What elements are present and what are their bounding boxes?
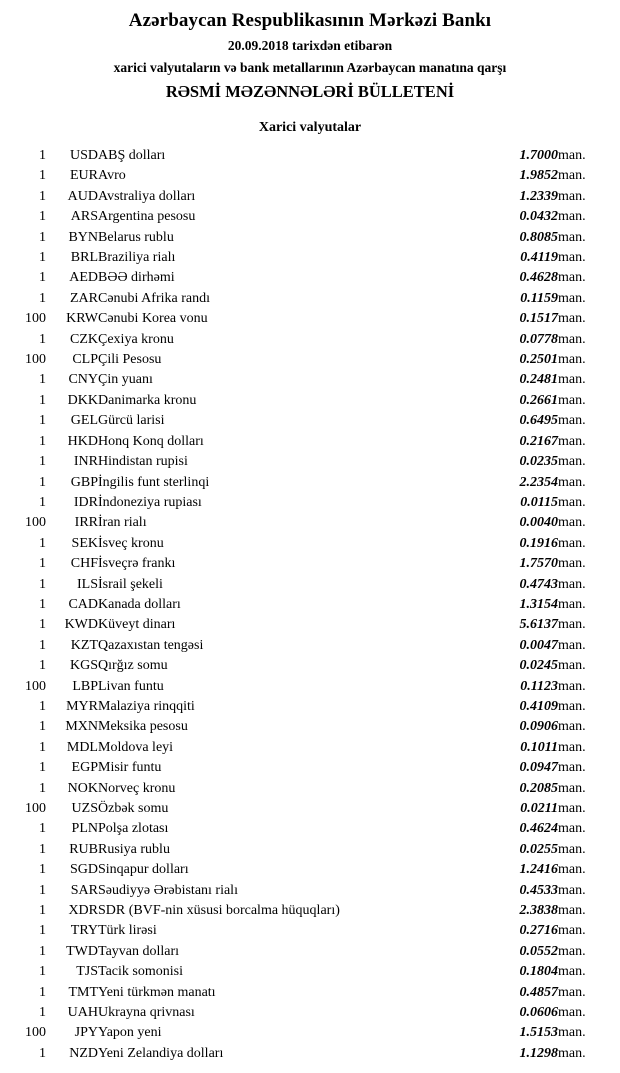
currency-rate: 0.6495 [519,413,558,429]
currency-units: 100 [25,515,46,531]
currency-name: Sinqapur dolları [98,862,189,878]
currency-code: HKD [67,433,98,449]
currency-name: Polşa zlotası [98,821,169,837]
currency-name: Honq Konq dolları [98,433,204,449]
rate-unit-label: man. [558,433,586,449]
table-row [0,452,620,472]
currency-code: ZAR [70,290,98,306]
table-row [0,268,620,288]
table-row [0,534,620,554]
rate-unit-label: man. [558,352,586,368]
rate-unit-label: man. [558,576,586,592]
document-header [0,10,620,102]
currency-code: TWD [66,943,98,959]
table-row [0,513,620,533]
currency-code: EUR [70,168,98,184]
table-row [0,166,620,186]
currency-rate: 0.4109 [519,698,558,714]
table-row [0,738,620,758]
currency-units: 1 [39,372,46,388]
bank-name: Azərbaycan Respublikasının Mərkəzi Bankı [128,10,492,31]
table-row [0,656,620,676]
rate-unit-label: man. [558,1045,586,1061]
exchange-rates-table [0,146,620,1064]
currency-rate: 0.2085 [519,780,558,796]
currency-name: Rusiya rublu [98,841,170,857]
currency-rate: 0.0255 [519,841,558,857]
currency-code: TMT [68,984,98,1000]
table-row [0,901,620,921]
currency-rate: 0.0235 [519,454,558,470]
rate-unit-label: man. [558,270,586,286]
rate-unit-label: man. [558,474,586,490]
currency-name: Ukrayna qrivnası [98,1005,195,1021]
currency-units: 1 [39,637,46,653]
rate-unit-label: man. [558,515,586,531]
currency-rate: 0.0606 [519,1005,558,1021]
currency-name: Avro [98,168,126,184]
currency-units: 1 [39,331,46,347]
currency-rate: 0.0211 [520,801,558,816]
table-row [0,942,620,962]
currency-name: Səudiyyə Ərəbistanı rialı [98,882,238,898]
rate-unit-label: man. [558,862,586,878]
table-row [0,370,620,390]
rate-unit-label: man. [558,413,586,429]
currency-name: İsveç kronu [98,535,164,551]
currency-units: 1 [39,454,46,470]
currency-code: INR [73,454,98,470]
rate-unit-label: man. [558,658,586,674]
currency-name: Çexiya kronu [98,331,174,347]
table-row [0,819,620,839]
rate-unit-label: man. [558,984,586,1000]
currency-rate: 0.0552 [519,943,558,959]
currency-name: Danimarka kronu [98,392,197,408]
rate-unit-label: man. [558,168,586,184]
currency-name: Yeni Zelandiya dolları [98,1045,224,1061]
table-row [0,473,620,493]
currency-name: Norveç kronu [98,780,176,796]
currency-units: 1 [39,596,46,612]
currency-code: TRY [70,923,98,939]
currency-code: SEK [71,535,98,551]
currency-rate: 0.4743 [519,576,558,592]
rate-unit-label: man. [558,678,586,694]
currency-units: 1 [39,882,46,898]
currency-rate: 0.1517 [519,311,558,327]
currency-rate: 0.0047 [519,637,558,653]
rate-unit-label: man. [558,454,586,470]
rate-unit-label: man. [558,494,586,510]
currency-code: CZK [70,331,98,347]
table-row [0,983,620,1003]
currency-units: 1 [39,760,46,776]
table-row [0,921,620,941]
currency-units: 1 [39,943,46,959]
rate-unit-label: man. [558,1025,586,1041]
currency-code: UZS [71,801,98,816]
currency-code: ILS [77,576,98,592]
table-row [0,411,620,431]
currency-code: CAD [68,596,98,612]
rate-unit-label: man. [558,882,586,898]
currency-rate: 0.4857 [519,984,558,1000]
table-row [0,677,620,697]
rate-unit-label: man. [558,372,586,388]
currency-rate: 0.0040 [519,515,558,531]
currency-rate: 1.9852 [519,168,558,184]
currency-units: 1 [39,474,46,490]
currency-units: 100 [25,311,46,327]
currency-name: Yeni türkmən manatı [98,984,216,1000]
currency-rate: 0.4119 [520,250,558,266]
currency-name: Küveyt dinarı [98,617,176,633]
rate-unit-label: man. [558,392,586,408]
rate-unit-label: man. [558,739,586,755]
currency-rate: 0.4624 [519,821,558,837]
currency-name: Yapon yeni [98,1025,162,1041]
currency-units: 1 [39,250,46,266]
currency-code: AUD [67,188,98,204]
table-row [0,350,620,370]
currency-units: 1 [39,719,46,735]
currency-name: Braziliya rialı [98,250,176,266]
table-row [0,330,620,350]
currency-units: 1 [39,617,46,633]
currency-code: PLN [71,821,98,837]
table-row [0,717,620,737]
currency-rate: 5.6137 [519,617,558,633]
currency-units: 1 [39,862,46,878]
table-row [0,1023,620,1043]
currency-name: Argentina pesosu [98,209,196,225]
currency-rate: 0.0115 [520,494,558,510]
rate-unit-label: man. [558,780,586,796]
currency-rate: 0.0947 [519,760,558,776]
currency-name: Meksika pesosu [98,719,188,735]
currency-rate: 1.5153 [519,1025,558,1041]
currency-units: 1 [39,576,46,592]
currency-code: AED [69,270,98,286]
currency-rate: 0.8085 [519,229,558,245]
currency-name: Çili Pesosu [98,352,162,368]
currency-rate: 1.7570 [519,556,558,572]
currency-units: 1 [39,984,46,1000]
currency-rate: 1.1298 [519,1045,558,1061]
currency-rate: 2.3838 [519,903,558,919]
currency-rate: 0.2481 [519,372,558,388]
currency-rate: 0.0245 [519,658,558,674]
currency-units: 100 [25,1025,46,1041]
currency-units: 1 [39,270,46,286]
currency-code: KRW [66,311,98,327]
rate-unit-label: man. [558,617,586,633]
currency-code: UAH [67,1005,98,1021]
currency-units: 1 [39,168,46,184]
currency-code: CLP [72,352,98,368]
currency-code: CHF [70,556,98,572]
currency-name: Kanada dolları [98,596,181,612]
table-row [0,493,620,513]
currency-rate: 1.2339 [519,188,558,204]
currency-rate: 1.7000 [519,148,558,163]
currency-name: Cənubi Afrika randı [98,290,210,306]
currency-name: Çin yuanı [98,372,153,388]
currency-code: KGS [69,658,98,674]
currency-name: Türk lirəsi [98,923,157,939]
currency-rate: 0.1916 [519,535,558,551]
currency-code: NOK [67,780,98,796]
table-row [0,1003,620,1023]
currency-name: SDR (BVF-nin xüsusi borcalma hüquqları) [98,903,340,919]
table-row [0,228,620,248]
table-row [0,881,620,901]
table-row [0,554,620,574]
currency-code: NZD [69,1045,98,1061]
rate-unit-label: man. [558,760,586,776]
currency-name: İran rialı [98,515,147,531]
currency-name: Moldova leyi [98,739,174,755]
table-row [0,146,620,166]
currency-name: Cənubi Korea vonu [98,311,208,327]
currency-units: 1 [39,903,46,919]
currency-rate: 0.0778 [519,331,558,347]
table-row [0,595,620,615]
table-row [0,758,620,778]
currency-code: BYN [68,229,98,245]
currency-code: LBP [72,678,98,694]
currency-code: MXN [65,719,98,735]
rate-unit-label: man. [558,535,586,551]
rate-unit-label: man. [558,923,586,939]
currency-units: 1 [39,739,46,755]
currency-code: CNY [68,372,98,388]
currency-rate: 0.2167 [519,433,558,449]
currency-code: MDL [66,739,98,755]
rate-unit-label: man. [558,964,586,980]
currency-code: MYR [66,698,98,714]
rate-unit-label: man. [558,943,586,959]
currency-code: GBP [70,474,98,490]
currency-units: 1 [39,209,46,225]
currency-name: Avstraliya dolları [98,188,196,204]
currency-rate: 0.1804 [519,964,558,980]
currency-units: 1 [39,1005,46,1021]
rate-unit-label: man. [558,290,586,306]
currency-code: KWD [64,617,98,633]
rate-unit-label: man. [558,821,586,837]
table-row [0,779,620,799]
rate-unit-label: man. [558,596,586,612]
currency-name: Qazaxıstan tengəsi [98,637,204,653]
table-row [0,799,620,819]
currency-rate: 0.1011 [520,739,558,755]
currency-name: Livan funtu [98,678,164,694]
effective-date-line: 20.09.2018 tarixdən etibarən [227,38,393,53]
table-row [0,309,620,329]
currency-units: 1 [39,229,46,245]
currency-units: 1 [39,392,46,408]
rate-unit-label: man. [558,637,586,653]
table-row [0,391,620,411]
subject-line: xarici valyutaların və bank metallarının Azərbaycan manatına qarşı [113,60,507,75]
rate-unit-label: man. [558,250,586,266]
currency-rate: 0.1123 [520,678,558,694]
currency-units: 1 [39,494,46,510]
currency-units: 1 [39,780,46,796]
currency-units: 1 [39,821,46,837]
currency-name: İngilis funt sterlinqi [98,474,210,490]
currency-name: BƏƏ dirhəmi [98,270,175,286]
currency-name: Misir funtu [98,760,162,776]
currency-code: IRR [74,515,98,531]
currency-units: 1 [39,1045,46,1061]
currency-units: 1 [39,433,46,449]
currency-name: Hindistan rupisi [98,454,188,470]
rate-unit-label: man. [558,556,586,572]
currency-units: 1 [39,658,46,674]
currency-name: Qırğız somu [98,658,168,674]
currency-code: JPY [74,1025,98,1041]
currency-name: Tayvan dolları [98,943,180,959]
currency-code: SGD [69,862,98,878]
currency-code: XDR [68,903,98,919]
currency-units: 100 [25,352,46,368]
currency-name: Belarus rublu [98,229,174,245]
currency-units: 1 [39,923,46,939]
currency-code: RUB [69,841,98,857]
currency-rate: 0.0432 [519,209,558,225]
table-row [0,636,620,656]
rate-unit-label: man. [558,698,586,714]
rate-unit-label: man. [558,1005,586,1021]
rate-unit-label: man. [558,903,586,919]
currency-units: 1 [39,413,46,429]
currency-rate: 1.2416 [519,862,558,878]
currency-units: 1 [39,290,46,306]
currency-rate: 0.4533 [519,882,558,898]
rate-unit-label: man. [558,311,586,327]
table-row [0,289,620,309]
table-row [0,248,620,268]
currency-name: İsrail şekeli [98,576,163,592]
currency-rate: 2.2354 [519,474,558,490]
currency-rate: 0.2501 [519,352,558,368]
table-row [0,962,620,982]
table-row [0,840,620,860]
currency-name: Tacik somonisi [98,964,183,980]
currency-units: 1 [39,964,46,980]
table-row [0,1044,620,1064]
currency-rate: 0.2716 [519,923,558,939]
currency-code: GEL [70,413,98,429]
table-row [0,575,620,595]
currency-code: KZT [70,637,98,653]
currency-units: 1 [39,841,46,857]
currency-units: 1 [39,188,46,204]
rate-unit-label: man. [558,801,586,816]
currency-rate: 0.2661 [519,392,558,408]
currency-code: DKK [67,392,98,408]
currency-code: USD [69,148,98,163]
rate-unit-label: man. [558,148,586,163]
currency-rate: 0.1159 [520,290,558,306]
table-row [0,187,620,207]
currency-units: 1 [39,148,46,163]
table-row [0,432,620,452]
currency-rate: 0.4628 [519,270,558,286]
currency-name: Gürcü larisi [98,413,165,429]
table-row [0,860,620,880]
currency-name: ABŞ dolları [98,148,166,163]
currency-units: 1 [39,535,46,551]
currency-units: 1 [39,556,46,572]
section-title-foreign-currencies: Xarici valyutalar [258,120,362,135]
currency-code: BRL [70,250,98,266]
rate-unit-label: man. [558,209,586,225]
rate-unit-label: man. [558,188,586,204]
rate-unit-label: man. [558,841,586,857]
currency-units: 100 [25,801,46,816]
currency-code: IDR [73,494,98,510]
currency-code: TJS [76,964,98,980]
currency-code: SAR [70,882,98,898]
currency-units: 100 [25,678,46,694]
rate-unit-label: man. [558,719,586,735]
rate-unit-label: man. [558,331,586,347]
currency-rate: 0.0906 [519,719,558,735]
currency-name: Özbək somu [98,801,169,816]
currency-name: Malaziya rinqqiti [98,698,195,714]
currency-name: İsveçrə frankı [98,556,176,572]
table-row [0,615,620,635]
table-row [0,207,620,227]
currency-code: EGP [71,760,98,776]
table-row [0,697,620,717]
page-title: RƏSMİ MƏZƏNNƏLƏRİ BÜLLETENİ [165,82,455,101]
currency-name: İndoneziya rupiası [98,494,202,510]
rate-unit-label: man. [558,229,586,245]
currency-units: 1 [39,698,46,714]
currency-code: ARS [70,209,98,225]
currency-rate: 1.3154 [519,596,558,612]
